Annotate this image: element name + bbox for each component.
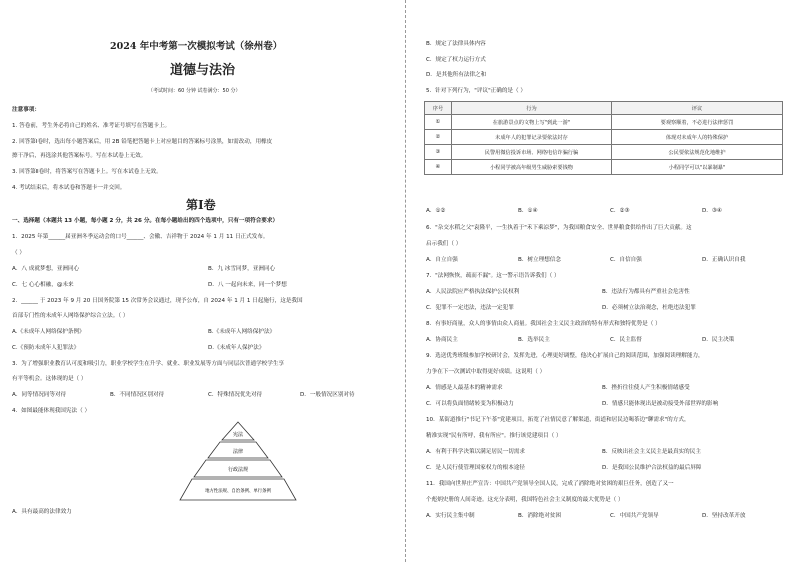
question-text: 有平等机会。这体现的是（ ）: [12, 376, 87, 382]
option: B．树立理想信念: [518, 257, 561, 263]
option: B．反映出社会主义民主是最真实的民主: [602, 449, 701, 455]
option: D．民主决策: [702, 337, 735, 343]
option: D．正确认识自我: [702, 257, 746, 263]
question-text: 5．针对下列行为，"评议"正确的是（ ）: [426, 88, 526, 94]
option: C．②③: [610, 208, 630, 214]
option: A．具有最高的法律效力: [12, 509, 72, 515]
question-text: 启示我们（ ）: [426, 241, 462, 247]
table-cell: 小程同学被高年级男生威胁索要钱物: [452, 160, 612, 175]
option: D．一般情况区别对待: [300, 392, 355, 398]
option: D．八 一起向未来，同一个梦想: [208, 282, 287, 288]
question-text: （ ）: [12, 250, 25, 256]
option: B．规定了法律具体内容: [426, 41, 486, 47]
table-header: 行为: [452, 102, 612, 115]
question-text: 个彪炳史册的人间奇迹。这充分表明，我国特色社会主义制度的最大优势是（ ）: [426, 497, 624, 503]
note-line: 4. 考试结束后，将本试卷和答题卡一并交回。: [12, 185, 126, 191]
pyramid-label: 法律: [232, 449, 244, 455]
option: C．特殊情况优先对待: [208, 392, 263, 398]
option: D．是我国公民维护合法权益的最后屏障: [602, 465, 702, 471]
question-text: 2．______ 于 2023 年 9 月 20 日国务院第 15 次常务会议通过，现予公布，自 2024 年 1 月 1 日起施行，这是我国: [12, 298, 303, 304]
question-text: 力争在下一次测试中取得更好成绩。这说明（ ）: [426, 369, 546, 375]
question-text: 精准实现"民有所呼，我有所应"。推行该党建项目（ ）: [426, 433, 562, 439]
option: C．可以将负面情绪转变为积极动力: [426, 401, 514, 407]
table-row: [425, 160, 783, 175]
law-hierarchy-pyramid: [178, 420, 298, 502]
option: B．九 冰雪同梦，亚洲同心: [208, 266, 276, 272]
option: C．是人民行使管理国家权力的根本途径: [426, 465, 526, 471]
option: B．挫折往往使人产生积极情绪感受: [602, 385, 690, 391]
table-header-row: [425, 102, 783, 115]
table-cell: 未成年人的犯罪记录要依法封存: [452, 130, 612, 145]
table-cell: ②: [425, 130, 452, 145]
table-row: [425, 115, 783, 130]
subject-title: 道德与法治: [170, 63, 236, 78]
table-cell: ③: [425, 145, 452, 160]
option: D．是其他所有法律之和: [426, 72, 487, 78]
option: A.《未成年人网络保护条例》: [12, 329, 85, 335]
option: C．民主监督: [610, 337, 642, 343]
option: A．①②: [426, 208, 446, 214]
question-text: 9．选送优秀班级参加学校研讨会，发挥先进，心理更好调整，他决心扩展自己的阅读范围，加强阅读理解能力，: [426, 353, 704, 359]
table-header: 评议: [612, 102, 783, 115]
option: B.《未成年人网络保护法》: [208, 329, 276, 335]
table-cell: 在旅游景点的文物上写"到此一游": [452, 115, 612, 130]
option: D．情感只能体现出是被动接受外部世界的影响: [602, 401, 719, 407]
option: A．有利于科学决策以满足居民一切需求: [426, 449, 525, 455]
question-text: 首部专门性的未成年人网络保护综合立法。（ ）: [12, 313, 129, 319]
notes-title: 注意事项：: [12, 107, 40, 113]
pyramid-label: 宪法: [232, 432, 244, 438]
time-note: （考试时间：60 分钟 试卷满分：50 分）: [148, 88, 241, 94]
evaluation-table: [424, 101, 783, 175]
option: D．坚持改革开放: [702, 513, 746, 519]
option: C．中国共产党领导: [610, 513, 659, 519]
table-cell: 要观察顺着，不必进行法律惩罚: [612, 115, 783, 130]
table-cell: 公民要依法规范化地维护: [612, 145, 783, 160]
option: D.《未成年人保护法》: [208, 345, 265, 351]
option: D．③④: [702, 208, 722, 214]
question-text: 1．2025 年第______届亚洲冬季运动会的口号______、会徽、吉祥物于 2024 年 1 月 11 日正式发布。: [12, 234, 269, 240]
question-text: 6．"杂交水稻之父"袁隆平，一生执着于"禾下乘凉梦"，为我国粮食安全、世界粮食供给作出了巨大贡献。这: [426, 225, 692, 231]
option: C．犯罪不一定违法，违法一定犯罪: [426, 305, 514, 311]
table-cell: ④: [425, 160, 452, 175]
option: B．不同情况区别对待: [110, 392, 165, 398]
question-text: 7．"法网恢恢，疏而不漏"。这一警示语告诉我们（ ）: [426, 273, 560, 279]
section-title: 第Ⅰ卷: [186, 198, 216, 212]
option: B．违法行为都具有严重社会危害性: [602, 289, 690, 295]
option: A．八 成就梦想，亚洲同心: [12, 266, 80, 272]
note-line: 1. 答卷前，考生务必将自己的姓名、准考证号填写在答题卡上。: [12, 123, 171, 129]
part-heading: 一、选择题（本题共 13 小题，每小题 2 分，共 26 分。在每小题给出的四个选项中，只有一项符合要求）: [12, 218, 279, 224]
option: A．同等情况同等对待: [12, 392, 67, 398]
question-text: 11．我国向世界庄严宣告：中国共产党领导全国人民，完成了消除绝对贫困的艰巨任务，创造了又一: [426, 481, 674, 487]
option: A．协商民主: [426, 337, 458, 343]
note-line: 擦干净后，再选涂其他答案标号。写在本试卷上无效。: [12, 153, 147, 159]
question-text: 8．有事好商量，众人的事情由众人商量。我国社会主义民主政治的特有形式和独特优势是（ ）: [426, 321, 661, 327]
note-line: 3. 回答第Ⅱ卷时，将答案写在答题卡上。写在本试卷上无效。: [12, 169, 162, 175]
option: B．消除绝对贫困: [518, 513, 561, 519]
table-cell: ①: [425, 115, 452, 130]
table-row: [425, 145, 783, 160]
note-line: 2. 回答第Ⅰ卷时，选出每小题答案后，用 2B 铅笔把答题卡上对应题目的答案标号涂黑，如需改动，用橡皮: [12, 139, 273, 145]
table-cell: 体现对未成年人的特殊保护: [612, 130, 783, 145]
pyramid-label: 行政法规: [227, 467, 249, 473]
exam-header: 2024 年中考第一次模拟考试（徐州卷）: [110, 41, 283, 52]
option: A．人民法院应严格执法保护公民权利: [426, 289, 520, 295]
table-cell: 民警用微信投诉市场、网络电信诈骗行骗: [452, 145, 612, 160]
option: C.《预防未成年人犯罪法》: [12, 345, 80, 351]
table-row: [425, 130, 783, 145]
option: C．规定了权力运行方式: [426, 57, 486, 63]
column-divider: [405, 0, 406, 562]
question-text: 4．如图最能体现我国宪法（ ）: [12, 408, 91, 414]
option: C．七 心心相融，@未来: [12, 282, 74, 288]
option: B．①④: [518, 208, 538, 214]
option: A．实行民主集中制: [426, 513, 475, 519]
option: A．自立自强: [426, 257, 458, 263]
option: C．自信自强: [610, 257, 642, 263]
pyramid-label: 地方性法规、自治条例、单行条例: [205, 489, 271, 494]
question-text: 10．某街道推行"书记下午茶"党建项目，拓宽了社情民意了解渠道，街道和居民边喝茶边"聊需求"的方式，: [426, 417, 690, 423]
option: A．情感是人最基本的精神需求: [426, 385, 503, 391]
option: B．选举民主: [518, 337, 550, 343]
question-text: 3．为了增强职业教育认可度和吸引力，职业学校学生在升学、就业、职业发展等方面与同层次普通学校学生享: [12, 361, 285, 367]
table-header: 序号: [425, 102, 452, 115]
table-cell: 小程同学可以"以暴制暴": [612, 160, 783, 175]
option: D．必须树立法治观念，杜绝违法犯罪: [602, 305, 696, 311]
